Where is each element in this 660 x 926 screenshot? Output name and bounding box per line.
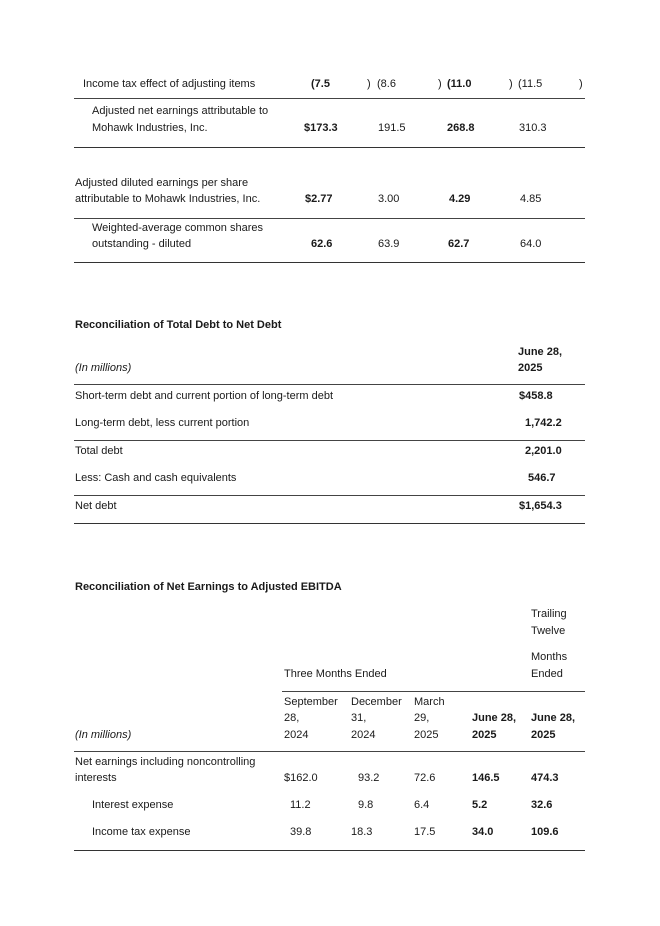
net-debt-col-header-1: June 28, (518, 346, 563, 358)
eps-c4: 4.85 (520, 193, 542, 205)
eps-label-1: Adjusted diluted earnings per share (75, 177, 249, 189)
net-debt-row-value: $458.8 (519, 390, 553, 402)
tax-effect-paren4: ) (579, 78, 583, 90)
ebitda-cell: 32.6 (531, 799, 553, 811)
ebitda-row-label: interests (75, 772, 117, 784)
shares-label-2: outstanding - diluted (92, 238, 192, 250)
eps-c1: $2.77 (305, 193, 333, 205)
ebitda-row-label: Interest expense (92, 799, 174, 811)
col-header: 2025 (472, 729, 497, 741)
ebitda-cell: 11.2 (290, 799, 311, 811)
col-header: June 28, (472, 712, 517, 724)
divider (74, 523, 585, 524)
ebitda-title: Reconciliation of Net Earnings to Adjusted EBITDA (75, 581, 342, 593)
adj-net-label-1: Adjusted net earnings attributable to (92, 105, 269, 117)
net-debt-col-header-2: 2025 (518, 362, 543, 374)
divider (74, 262, 585, 263)
divider (74, 495, 585, 496)
divider (74, 147, 585, 148)
divider (74, 751, 585, 752)
tax-effect-c4: (11.5 (518, 78, 543, 90)
ebitda-cell: 93.2 (358, 772, 380, 784)
tax-effect-label: Income tax effect of adjusting items (83, 78, 256, 90)
divider (74, 384, 585, 385)
ebitda-cell: 6.4 (414, 799, 430, 811)
ebitda-cell: 146.5 (472, 772, 500, 784)
ebitda-row-label: Income tax expense (92, 826, 191, 838)
ebitda-cell: 39.8 (290, 826, 312, 838)
eps-label-2: attributable to Mohawk Industries, Inc. (75, 193, 261, 205)
tax-effect-paren2: ) (438, 78, 442, 90)
ttm-header-3: Months (531, 651, 568, 663)
net-debt-row-value: 1,742.2 (525, 417, 562, 429)
col-header: 2024 (351, 729, 376, 741)
net-debt-row-value: 546.7 (528, 472, 556, 484)
net-debt-row-label: Less: Cash and cash equivalents (75, 472, 237, 484)
ebitda-cell: 474.3 (531, 772, 559, 784)
ebitda-cell: 72.6 (414, 772, 436, 784)
three-months-header: Three Months Ended (284, 668, 387, 680)
ttm-header-2: Twelve (531, 625, 566, 637)
ebitda-cell: 9.8 (358, 799, 374, 811)
divider (74, 440, 585, 441)
ebitda-units: (In millions) (75, 729, 132, 741)
divider (74, 218, 585, 219)
adj-net-c3: 268.8 (447, 122, 475, 134)
col-header: 2025 (414, 729, 439, 741)
col-header: 29, (414, 712, 430, 724)
ttm-header-4: Ended (531, 668, 563, 680)
tax-effect-c3: (11.0 (447, 78, 472, 90)
eps-c2: 3.00 (378, 193, 400, 205)
net-debt-row-label: Short-term debt and current portion of long-term debt (75, 390, 334, 402)
ebitda-cell: 17.5 (414, 826, 436, 838)
divider (282, 691, 585, 692)
divider (74, 98, 585, 99)
ebitda-row-label: Net earnings including noncontrolling (75, 756, 256, 768)
divider (74, 850, 585, 851)
shares-c1: 62.6 (311, 238, 333, 250)
col-header: September (284, 696, 338, 708)
ebitda-cell: 109.6 (531, 826, 559, 838)
eps-c3: 4.29 (449, 193, 471, 205)
col-header: June 28, (531, 712, 576, 724)
shares-c4: 64.0 (520, 238, 542, 250)
adj-net-c4: 310.3 (519, 122, 547, 134)
ebitda-cell: $162.0 (284, 772, 318, 784)
adj-net-label-2: Mohawk Industries, Inc. (92, 122, 208, 134)
net-debt-row-value: 2,201.0 (525, 445, 562, 457)
ebitda-cell: 5.2 (472, 799, 488, 811)
col-header: 28, (284, 712, 300, 724)
adj-net-c2: 191.5 (378, 122, 406, 134)
net-debt-row-label: Long-term debt, less current portion (75, 417, 250, 429)
ebitda-cell: 34.0 (472, 826, 494, 838)
ebitda-cell: 18.3 (351, 826, 373, 838)
col-header: March (414, 696, 445, 708)
col-header: 2024 (284, 729, 309, 741)
col-header: December (351, 696, 402, 708)
net-debt-row-label: Total debt (75, 445, 123, 457)
tax-effect-c1: (7.5 (311, 78, 330, 90)
net-debt-title: Reconciliation of Total Debt to Net Debt (75, 319, 282, 331)
tax-effect-paren1: ) (367, 78, 371, 90)
tax-effect-c2: (8.6 (377, 78, 396, 90)
col-header: 2025 (531, 729, 556, 741)
col-header: 31, (351, 712, 367, 724)
shares-c2: 63.9 (378, 238, 400, 250)
tax-effect-paren3: ) (509, 78, 513, 90)
net-debt-row-label: Net debt (75, 500, 117, 512)
ttm-header-1: Trailing (531, 608, 567, 620)
net-debt-units: (In millions) (75, 362, 132, 374)
shares-label-1: Weighted-average common shares (92, 222, 263, 234)
net-debt-row-value: $1,654.3 (519, 500, 562, 512)
shares-c3: 62.7 (448, 238, 470, 250)
adj-net-c1: $173.3 (304, 122, 338, 134)
